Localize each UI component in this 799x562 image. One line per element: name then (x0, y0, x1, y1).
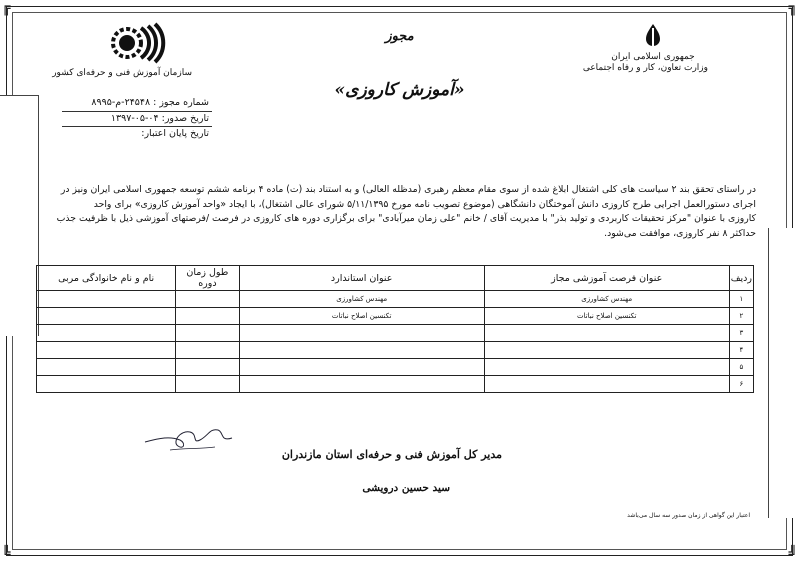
col-header-opportunity: عنوان فرصت آموزشی مجاز (484, 266, 729, 291)
cell-opportunity (484, 376, 729, 393)
cell-standard (239, 359, 484, 376)
signature-icon (140, 420, 240, 460)
table-row (37, 376, 754, 393)
table-row (37, 291, 754, 308)
col-header-trainer: نام و نام خانوادگی مربی (37, 266, 176, 291)
body-line: کاروزی با عنوان "مرکز تحقیقات کاربردی و تولید بذر" با مدیریت آقای / خانم "علی زمان میرآبادی" برای برگزاری دوره های کاروزی در فرصت /فرصتهای آموزشی ذیل با ظرفیت جذب (56, 213, 756, 224)
cell-duration (176, 325, 239, 342)
col-header-duration: طول زمان دوره (176, 266, 239, 291)
cell-opportunity (484, 325, 729, 342)
cell-opportunity: تکنسین اصلاح نباتات (484, 308, 729, 325)
cell-opportunity: مهندس کشاورزی (484, 291, 729, 308)
logo-caption: سازمان آموزش فنی و حرفه‌ای کشور (52, 68, 192, 78)
corner-ornament-icon: ╗ (788, 0, 797, 16)
emblem-line1: جمهوری اسلامی ایران (611, 52, 695, 62)
corner-ornament-icon: ╝ (788, 546, 797, 562)
cell-row: ۶ (729, 376, 753, 393)
cell-row: ۱ (729, 291, 753, 308)
col-header-standard: عنوان استاندارد (239, 266, 484, 291)
cell-opportunity (484, 359, 729, 376)
cell-standard: مهندس کشاورزی (239, 291, 484, 308)
cell-trainer (37, 359, 176, 376)
signer-title: مدیر کل آموزش فنی و حرفه‌ای استان مازندران (281, 448, 502, 461)
corner-ornament-icon: ╔ (2, 0, 11, 16)
cell-standard (239, 376, 484, 393)
document-title: «آموزش کاروزی» (334, 80, 465, 100)
body-line: اجرای دستورالعمل اجرایی طرح کاروزی دانش آموختگان دانشگاهی (موضوع تصویب نامه مورخ ۵/۱۱/۱۳۹۵ شورای عالی اشتغال)، با ایجاد «واحد آموزش کاروزی» برای واحد (93, 198, 756, 210)
cell-duration (176, 308, 239, 325)
cell-row: ۲ (729, 308, 753, 325)
license-number: شماره مجوز : ۲۴۵۴۸-م-۸۹۹۵ (62, 96, 212, 112)
signer-name: سید حسین درویشی (362, 482, 450, 494)
cell-duration (176, 359, 239, 376)
col-header-row: ردیف (729, 266, 753, 291)
cell-trainer (37, 376, 176, 393)
license-info (62, 96, 212, 142)
training-table (36, 265, 754, 393)
torn-edge-right (768, 228, 799, 518)
cell-opportunity (484, 342, 729, 359)
table-row (37, 308, 754, 325)
cell-trainer (37, 325, 176, 342)
torn-edge-left (0, 95, 39, 336)
cell-row: ۳ (729, 325, 753, 342)
emblem-line2: وزارت تعاون، کار و رفاه اجتماعی (582, 63, 708, 73)
corner-ornament-icon: ╚ (2, 546, 11, 562)
end-date: تاریخ پایان اعتبار: (141, 128, 209, 139)
issue-date: تاریخ صدور: ۰۴-۰۵-۱۳۹۷ (62, 112, 212, 128)
cell-standard (239, 325, 484, 342)
validity-note: اعتبار این گواهی از زمان صدور سه سال می‌باشد (627, 512, 750, 519)
cell-trainer (37, 342, 176, 359)
cell-standard (239, 342, 484, 359)
document-kind: مجوز (385, 29, 414, 44)
cell-row: ۵ (729, 359, 753, 376)
cell-duration (176, 376, 239, 393)
body-paragraph (36, 183, 756, 241)
cell-duration (176, 291, 239, 308)
table-row (37, 359, 754, 376)
cell-row: ۴ (729, 342, 753, 359)
body-line: در راستای تحقق بند ۲ سیاست های کلی اشتغال ابلاغ شده از سوی مقام معظم رهبری (مدظله العالی) و به استناد بند (ت) ماده ۴ برنامه ششم توسعه جمهوری اسلامی ایران ونیز در (60, 184, 756, 195)
body-line: حداکثر ۸ نفر کاروزی، موافقت می‌شود. (604, 227, 756, 239)
cell-trainer (37, 291, 176, 308)
table-row (37, 342, 754, 359)
cell-duration (176, 342, 239, 359)
table-row (37, 325, 754, 342)
cell-standard: تکنسین اصلاح نباتات (239, 308, 484, 325)
cell-trainer (37, 308, 176, 325)
